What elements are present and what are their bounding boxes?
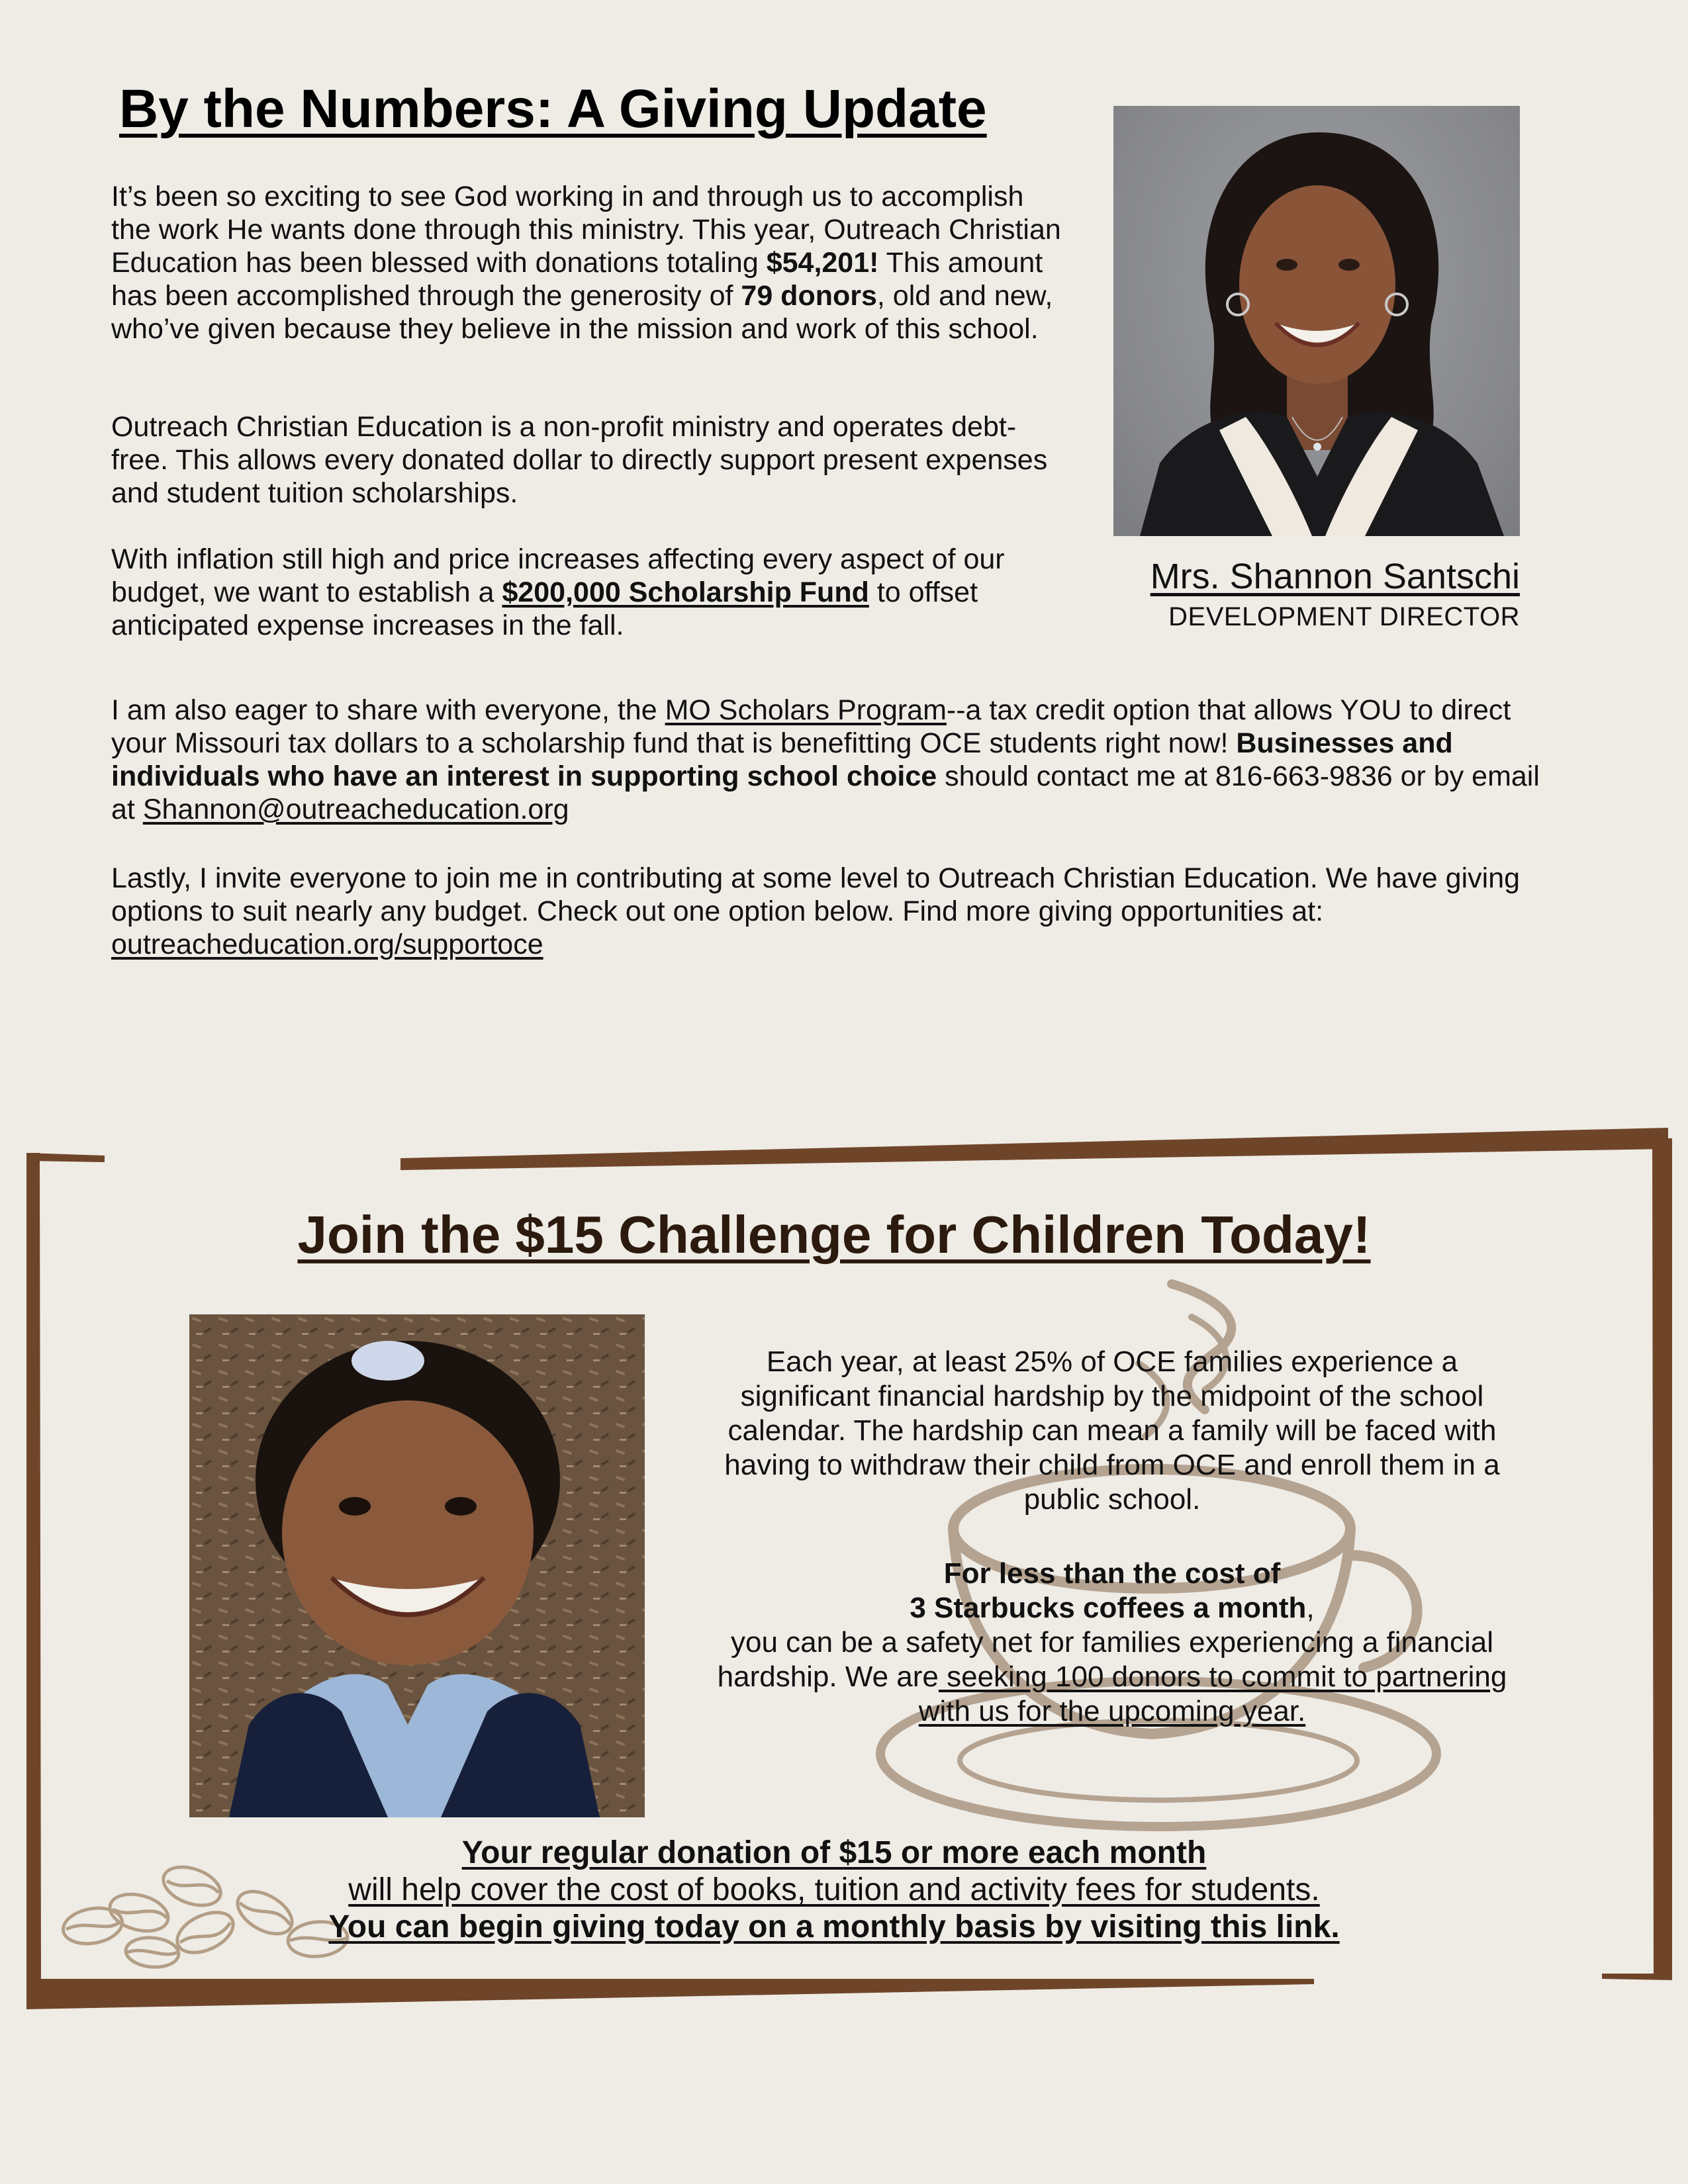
donation-total: $54,201! [766, 247, 879, 279]
student-photo-illustration [189, 1314, 645, 1817]
page-title: By the Numbers: A Giving Update [119, 79, 987, 139]
nonprofit-paragraph: Outreach Christian Education is a non-profit ministry and operates debt-free. This allows every donated dollar to directly support present expenses and student tuition scholarships. [111, 411, 1048, 509]
donor-goal-text: seeking 100 donors to commit to partnering with us for the upcoming year. [918, 1661, 1507, 1727]
giving-summary-paragraph: It’s been so exciting to see God working in and through us to accomplish the work He wants done through this ministry. This year, Outreach Christian Education has been blessed with donations totaling $54,201! This amount has been accomplished through the generosity of 79 donors, old and new, who’ve given because they believe in the mission and work of this school. [111, 181, 1061, 345]
student-photo [189, 1314, 645, 1817]
mo-scholars-link[interactable]: MO Scholars Program [665, 694, 947, 726]
email-link[interactable]: Shannon@outreacheducation.org [142, 794, 569, 825]
donor-count: 79 donors [741, 280, 877, 312]
donation-line-1: Your regular donation of $15 or more each month [461, 1835, 1207, 1870]
monthly-giving-link[interactable]: You can begin giving today on a monthly basis by visiting this link. [328, 1909, 1340, 1944]
invitation-paragraph: Lastly, I invite everyone to join me in contributing at some level to Outreach Christian Education. We have giving options to suit nearly any budget. Check out one option below. Find more giving opportunities at: outreacheducation.org/supportoce [111, 862, 1521, 960]
support-link[interactable]: outreacheducation.org/supportoce [111, 929, 543, 960]
cost-paragraph: For less than the cost of 3 Starbucks coffees a month, you can be a safety net for families experiencing a financial hardship. We are seeking 100 donors to commit to partnering with us for the upcoming year. [717, 1557, 1507, 1727]
mo-scholars-paragraph: I am also eager to share with everyone, the MO Scholars Program--a tax credit option that allows YOU to direct your Missouri tax dollars to a scholarship fund that is benefitting OCE students right now! Businesses and individuals who have an interest in supporting school choice should contact me at 816-663-9836 or by email at Shannon@outreacheducation.org [111, 694, 1540, 825]
hardship-paragraph: Each year, at least 25% of OCE families experience a significant financial hardship by the midpoint of the school calendar. The hardship can mean a family will be faced with having to withdraw their child from OCE and enroll them in a public school. [724, 1345, 1500, 1516]
challenge-title: Join the $15 Challenge for Children Today! [297, 1205, 1371, 1264]
donation-line-2: will help cover the cost of books, tuition and activity fees for students. [348, 1872, 1320, 1907]
director-role: DEVELOPMENT DIRECTOR [1168, 602, 1520, 631]
director-portrait [1113, 106, 1520, 536]
donation-callout [199, 1835, 1470, 1946]
portrait-illustration [1113, 106, 1520, 536]
director-name: Mrs. Shannon Santschi [1150, 557, 1520, 596]
scholarship-fund-link[interactable]: $200,000 Scholarship Fund [502, 576, 869, 608]
scholarship-fund-paragraph: With inflation still high and price increases affecting every aspect of our budget, we want to establish a $200,000 Scholarship Fund to offset anticipated expense increases in the fall. [111, 543, 1005, 641]
